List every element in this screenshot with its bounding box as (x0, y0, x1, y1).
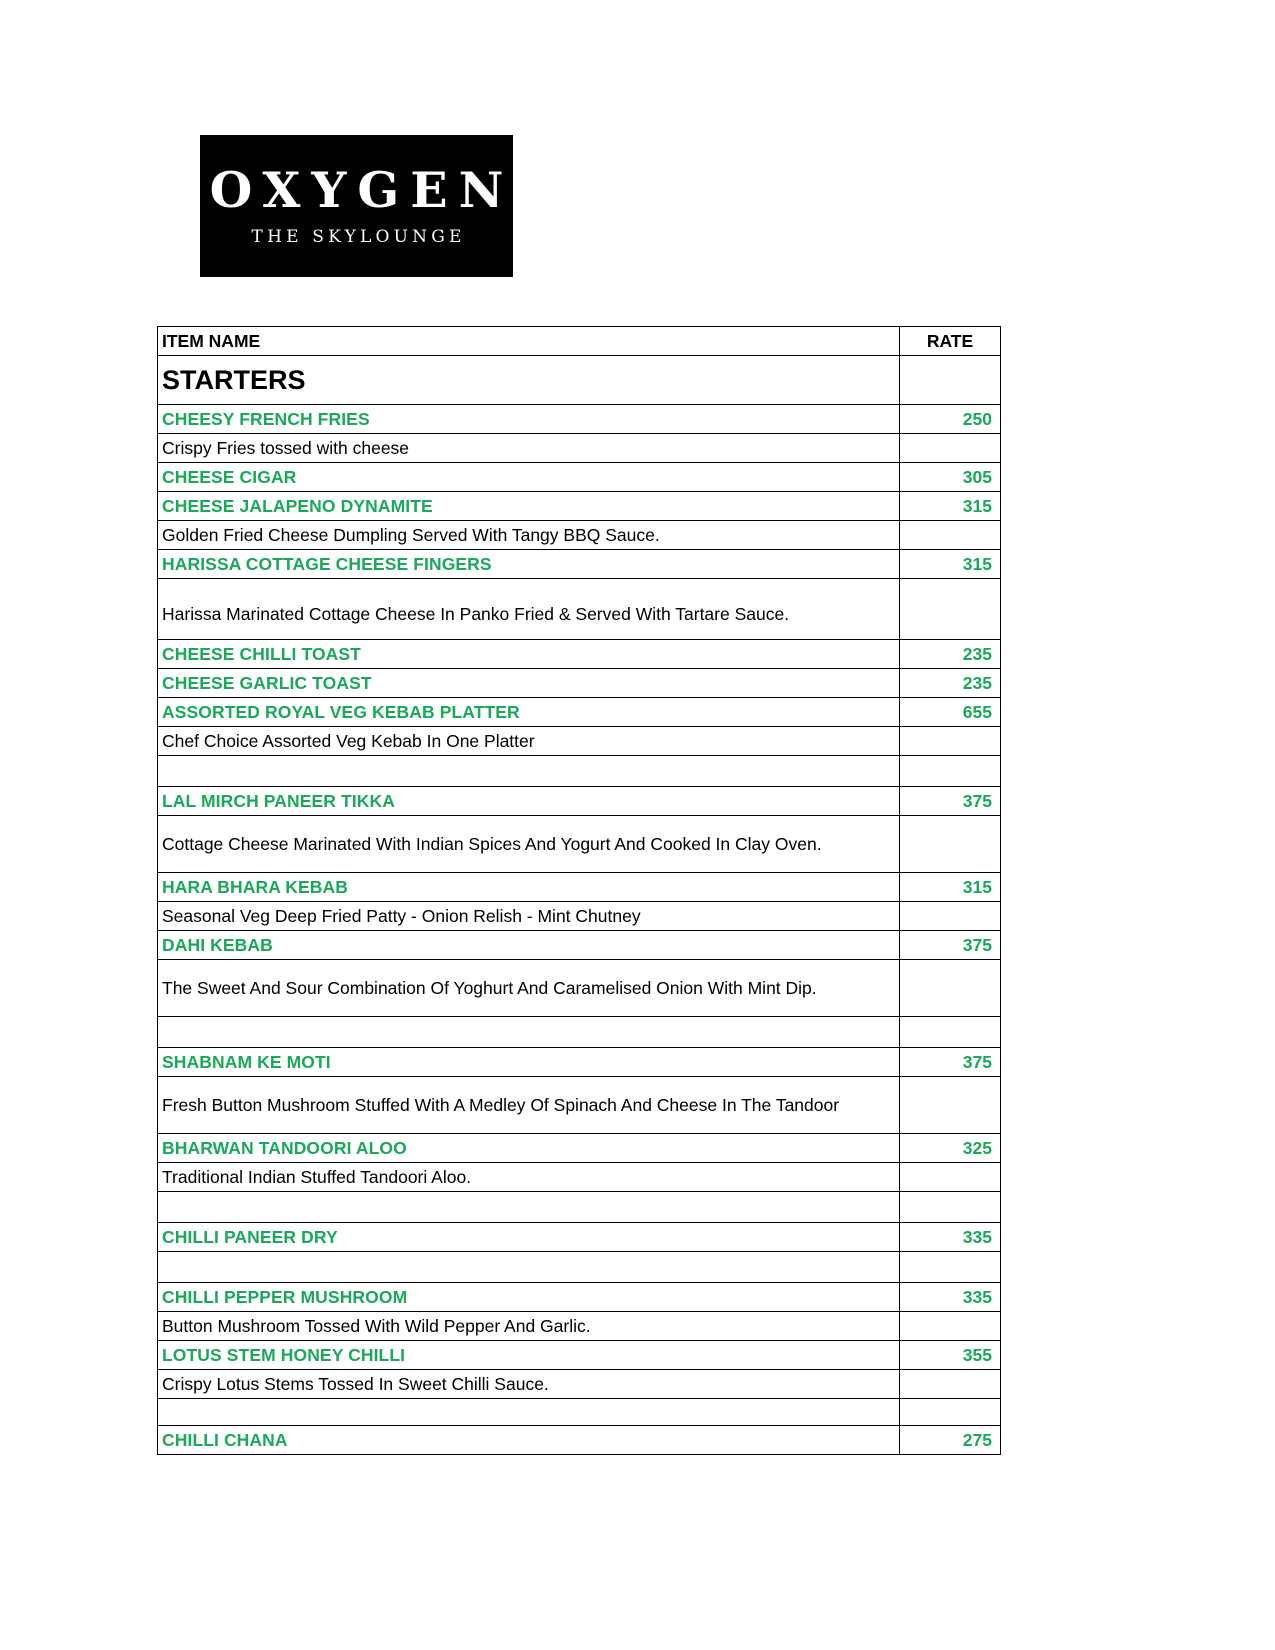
menu-item-description: Button Mushroom Tossed With Wild Pepper And Garlic. (158, 1312, 900, 1341)
menu-item-description-row (158, 521, 1001, 550)
menu-item-description-row (158, 1370, 1001, 1399)
menu-item-row (158, 669, 1001, 698)
menu-item-row (158, 463, 1001, 492)
menu-item-description-rate-cell (900, 434, 1001, 463)
menu-item-name: LOTUS STEM HONEY CHILLI (158, 1341, 900, 1370)
spacer-cell (158, 756, 900, 787)
menu-item-row (158, 550, 1001, 579)
menu-item-description: Crispy Fries tossed with cheese (158, 434, 900, 463)
menu-item-description: Chef Choice Assorted Veg Kebab In One Platter (158, 727, 900, 756)
menu-item-description-rate-cell (900, 579, 1001, 640)
menu-item-description-rate-cell (900, 816, 1001, 873)
menu-table-body (158, 327, 1001, 1455)
menu-item-name: CHEESY FRENCH FRIES (158, 405, 900, 434)
section-title-rate-cell (900, 356, 1001, 405)
column-header-item-name: ITEM NAME (158, 327, 900, 356)
menu-item-rate: 315 (900, 492, 1001, 521)
spacer-cell (158, 1399, 900, 1426)
spacer-rate-cell (900, 756, 1001, 787)
menu-item-name: BHARWAN TANDOORI ALOO (158, 1134, 900, 1163)
spacer-cell (158, 1252, 900, 1283)
menu-item-description: Seasonal Veg Deep Fried Patty - Onion Relish - Mint Chutney (158, 902, 900, 931)
menu-item-description-row (158, 1077, 1001, 1134)
menu-item-rate: 655 (900, 698, 1001, 727)
menu-item-row (158, 1134, 1001, 1163)
menu-item-rate: 335 (900, 1283, 1001, 1312)
menu-item-row (158, 1341, 1001, 1370)
menu-item-row (158, 931, 1001, 960)
menu-item-row (158, 698, 1001, 727)
menu-item-row (158, 1048, 1001, 1077)
spacer-row (158, 756, 1001, 787)
menu-item-row (158, 492, 1001, 521)
menu-item-name: CHILLI PANEER DRY (158, 1223, 900, 1252)
table-header-row (158, 327, 1001, 356)
menu-item-description-row (158, 1312, 1001, 1341)
spacer-rate-cell (900, 1399, 1001, 1426)
menu-item-rate: 355 (900, 1341, 1001, 1370)
menu-item-name: CHEESE CHILLI TOAST (158, 640, 900, 669)
menu-item-rate: 325 (900, 1134, 1001, 1163)
menu-item-name: CHEESE GARLIC TOAST (158, 669, 900, 698)
menu-item-name: CHILLI PEPPER MUSHROOM (158, 1283, 900, 1312)
menu-item-rate: 315 (900, 873, 1001, 902)
column-header-rate: RATE (900, 327, 1001, 356)
menu-item-description-row (158, 579, 1001, 640)
menu-item-description-row (158, 902, 1001, 931)
menu-item-description-rate-cell (900, 1370, 1001, 1399)
menu-item-name: CHILLI CHANA (158, 1426, 900, 1455)
menu-item-description: Traditional Indian Stuffed Tandoori Aloo. (158, 1163, 900, 1192)
menu-item-description: Crispy Lotus Stems Tossed In Sweet Chilli Sauce. (158, 1370, 900, 1399)
spacer-row (158, 1399, 1001, 1426)
menu-item-description-rate-cell (900, 521, 1001, 550)
menu-item-description: The Sweet And Sour Combination Of Yoghurt And Caramelised Onion With Mint Dip. (158, 960, 900, 1017)
menu-table (157, 326, 1001, 1455)
menu-item-rate: 315 (900, 550, 1001, 579)
menu-item-rate: 335 (900, 1223, 1001, 1252)
menu-item-description-row (158, 960, 1001, 1017)
menu-table-container (157, 326, 1000, 1455)
menu-item-description-row (158, 727, 1001, 756)
spacer-row (158, 1017, 1001, 1048)
menu-item-name: LAL MIRCH PANEER TIKKA (158, 787, 900, 816)
menu-item-description: Golden Fried Cheese Dumpling Served With Tangy BBQ Sauce. (158, 521, 900, 550)
menu-item-rate: 235 (900, 669, 1001, 698)
menu-item-row (158, 1426, 1001, 1455)
spacer-row (158, 1252, 1001, 1283)
section-title-starters: STARTERS (158, 356, 900, 405)
menu-item-description-row (158, 816, 1001, 873)
menu-item-name: SHABNAM KE MOTI (158, 1048, 900, 1077)
menu-item-name: CHEESE CIGAR (158, 463, 900, 492)
section-title-row (158, 356, 1001, 405)
menu-item-name: CHEESE JALAPENO DYNAMITE (158, 492, 900, 521)
spacer-rate-cell (900, 1192, 1001, 1223)
spacer-row (158, 1192, 1001, 1223)
menu-item-row (158, 1223, 1001, 1252)
menu-item-row (158, 405, 1001, 434)
brand-logo (200, 135, 513, 277)
menu-item-name: HARISSA COTTAGE CHEESE FINGERS (158, 550, 900, 579)
menu-item-description: Harissa Marinated Cottage Cheese In Panko Fried & Served With Tartare Sauce. (158, 579, 900, 640)
menu-item-description-rate-cell (900, 1077, 1001, 1134)
menu-item-description-rate-cell (900, 1312, 1001, 1341)
menu-item-description-rate-cell (900, 902, 1001, 931)
menu-item-rate: 235 (900, 640, 1001, 669)
menu-item-rate: 375 (900, 1048, 1001, 1077)
menu-item-rate: 250 (900, 405, 1001, 434)
menu-item-description: Fresh Button Mushroom Stuffed With A Medley Of Spinach And Cheese In The Tandoor (158, 1077, 900, 1134)
menu-item-row (158, 873, 1001, 902)
menu-item-name: ASSORTED ROYAL VEG KEBAB PLATTER (158, 698, 900, 727)
menu-item-row (158, 1283, 1001, 1312)
menu-item-rate: 305 (900, 463, 1001, 492)
menu-item-rate: 375 (900, 787, 1001, 816)
menu-item-description-row (158, 434, 1001, 463)
menu-item-row (158, 787, 1001, 816)
menu-item-description: Cottage Cheese Marinated With Indian Spices And Yogurt And Cooked In Clay Oven. (158, 816, 900, 873)
menu-item-description-rate-cell (900, 960, 1001, 1017)
menu-item-rate: 375 (900, 931, 1001, 960)
spacer-cell (158, 1192, 900, 1223)
brand-tagline: THE SKYLOUNGE (251, 227, 466, 247)
spacer-cell (158, 1017, 900, 1048)
menu-item-name: HARA BHARA KEBAB (158, 873, 900, 902)
spacer-rate-cell (900, 1017, 1001, 1048)
menu-item-name: DAHI KEBAB (158, 931, 900, 960)
menu-item-rate: 275 (900, 1426, 1001, 1455)
menu-item-description-rate-cell (900, 727, 1001, 756)
brand-name: OXYGEN (209, 161, 515, 219)
menu-item-description-row (158, 1163, 1001, 1192)
spacer-rate-cell (900, 1252, 1001, 1283)
menu-item-row (158, 640, 1001, 669)
menu-item-description-rate-cell (900, 1163, 1001, 1192)
